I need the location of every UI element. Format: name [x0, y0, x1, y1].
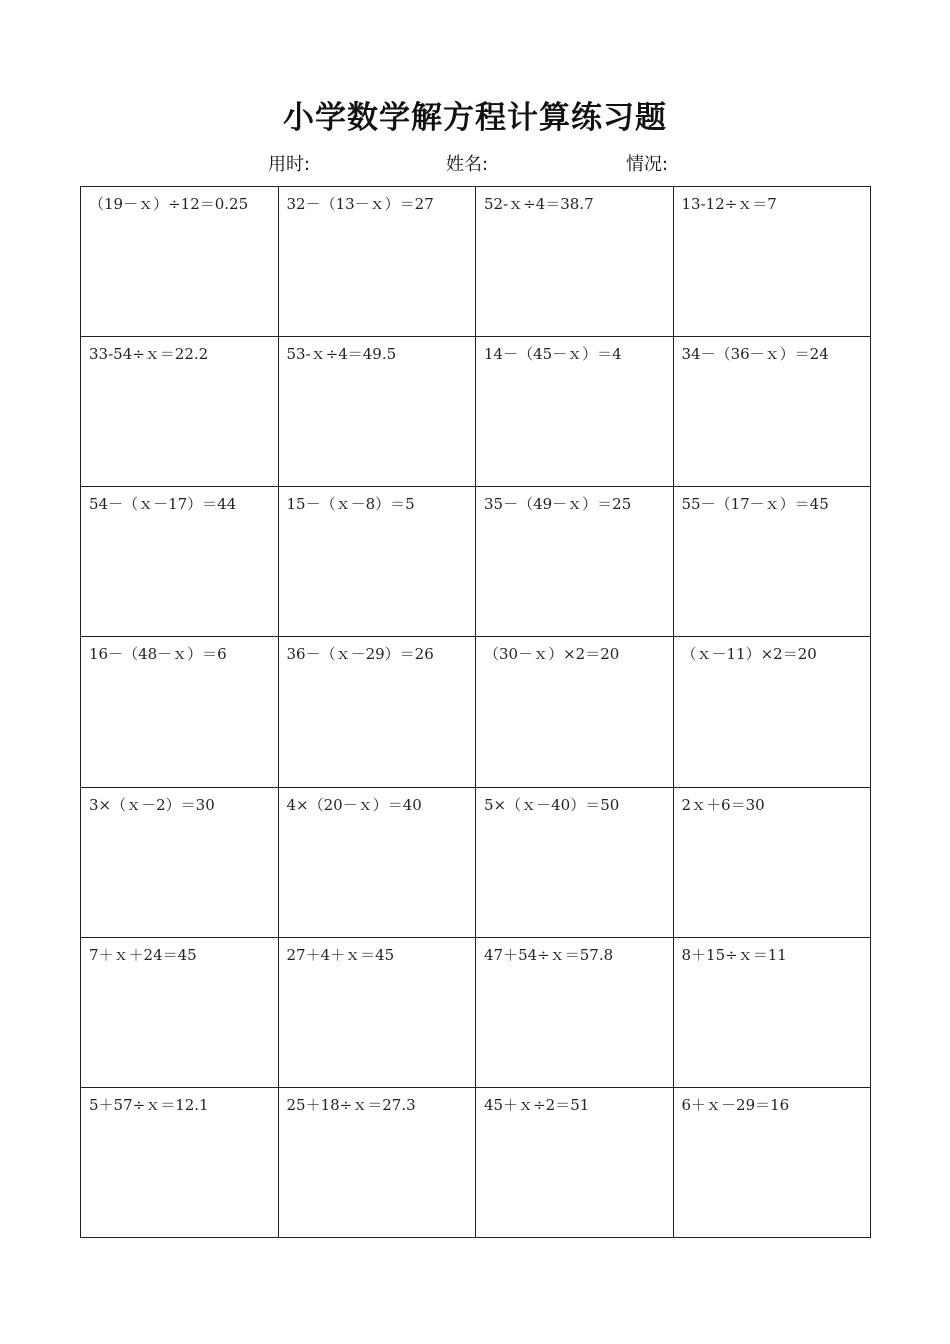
problem-cell	[81, 337, 279, 487]
problem-cell	[673, 487, 871, 637]
status-label: 情况:	[626, 154, 669, 175]
problem-cell	[673, 787, 871, 937]
problem-cell	[673, 937, 871, 1087]
problem-row	[81, 487, 871, 637]
problem-cell	[673, 337, 871, 487]
problem-cell	[476, 1087, 674, 1237]
equation-text: 27＋4＋ｘ＝45	[286, 945, 395, 964]
problem-cell	[476, 937, 674, 1087]
name-label: 姓名:	[446, 154, 489, 175]
problem-row	[81, 937, 871, 1087]
equation-text: 55－（17－ｘ）＝45	[681, 495, 829, 514]
problem-row	[81, 337, 871, 487]
equation-text: 2ｘ＋6＝30	[681, 795, 765, 814]
problem-cell	[673, 187, 871, 337]
equation-text: （ｘ－11）×2＝20	[681, 645, 817, 664]
equation-text: 36－（ｘ－29）＝26	[286, 645, 434, 664]
equation-text: 14－（45－ｘ）＝4	[484, 345, 622, 364]
equation-text: 54－（ｘ－17）＝44	[89, 495, 237, 514]
problem-cell	[81, 637, 279, 787]
problem-cell	[673, 637, 871, 787]
equation-text: 45＋ｘ÷2＝51	[484, 1095, 590, 1114]
problem-row	[81, 637, 871, 787]
equation-text: 52-ｘ÷4＝38.7	[484, 195, 594, 213]
equation-text: 35－（49－ｘ）＝25	[484, 495, 632, 514]
problem-cell	[81, 787, 279, 937]
problem-cell	[278, 487, 476, 637]
problem-grid	[80, 186, 871, 1238]
problem-cell	[81, 487, 279, 637]
problem-cell	[476, 187, 674, 337]
problem-cell	[476, 487, 674, 637]
problem-row	[81, 1087, 871, 1237]
equation-text: 25＋18÷ｘ＝27.3	[286, 1095, 416, 1114]
problem-cell	[673, 1087, 871, 1237]
equation-text: 33-54÷ｘ＝22.2	[89, 345, 209, 364]
problem-cell	[278, 937, 476, 1087]
equation-text: 5×（ｘ－40）＝50	[484, 795, 620, 814]
equation-text: 15－（ｘ－8）＝5	[286, 495, 415, 514]
problem-cell	[81, 1087, 279, 1237]
problem-cell	[476, 637, 674, 787]
equation-text: 7＋ｘ＋24＝45	[89, 945, 197, 964]
problem-cell	[81, 187, 279, 337]
equation-text: 13-12÷ｘ＝7	[681, 195, 777, 213]
equation-text: （30－ｘ）×2＝20	[484, 645, 620, 664]
equation-text: 53-ｘ÷4＝49.5	[286, 345, 397, 364]
equation-text: 4×（20－ｘ）＝40	[286, 795, 422, 814]
problem-cell	[476, 337, 674, 487]
problem-cell	[278, 787, 476, 937]
equation-text: 5＋57÷ｘ＝12.1	[89, 1095, 209, 1114]
problem-cell	[278, 337, 476, 487]
page-title: 小学数学解方程计算练习题	[283, 100, 667, 136]
equation-text: （19－ｘ）÷12＝0.25	[89, 195, 249, 213]
equation-text: 34－（36－ｘ）＝24	[681, 345, 829, 364]
equation-text: 16－（48－ｘ）＝6	[89, 645, 227, 664]
problem-row	[81, 187, 871, 337]
equation-text: 47＋54÷ｘ＝57.8	[484, 945, 614, 964]
problem-cell	[278, 637, 476, 787]
time-label: 用时:	[268, 154, 311, 175]
equation-text: 6＋ｘ－29＝16	[681, 1095, 790, 1114]
problem-row	[81, 787, 871, 937]
problem-cell	[81, 937, 279, 1087]
equation-text: 3×（ｘ－2）＝30	[89, 795, 215, 814]
problem-cell	[278, 1087, 476, 1237]
problem-cell	[278, 187, 476, 337]
equation-text: 8＋15÷ｘ＝11	[681, 945, 787, 964]
problem-cell	[476, 787, 674, 937]
equation-text: 32－（13－ｘ）＝27	[286, 195, 434, 213]
